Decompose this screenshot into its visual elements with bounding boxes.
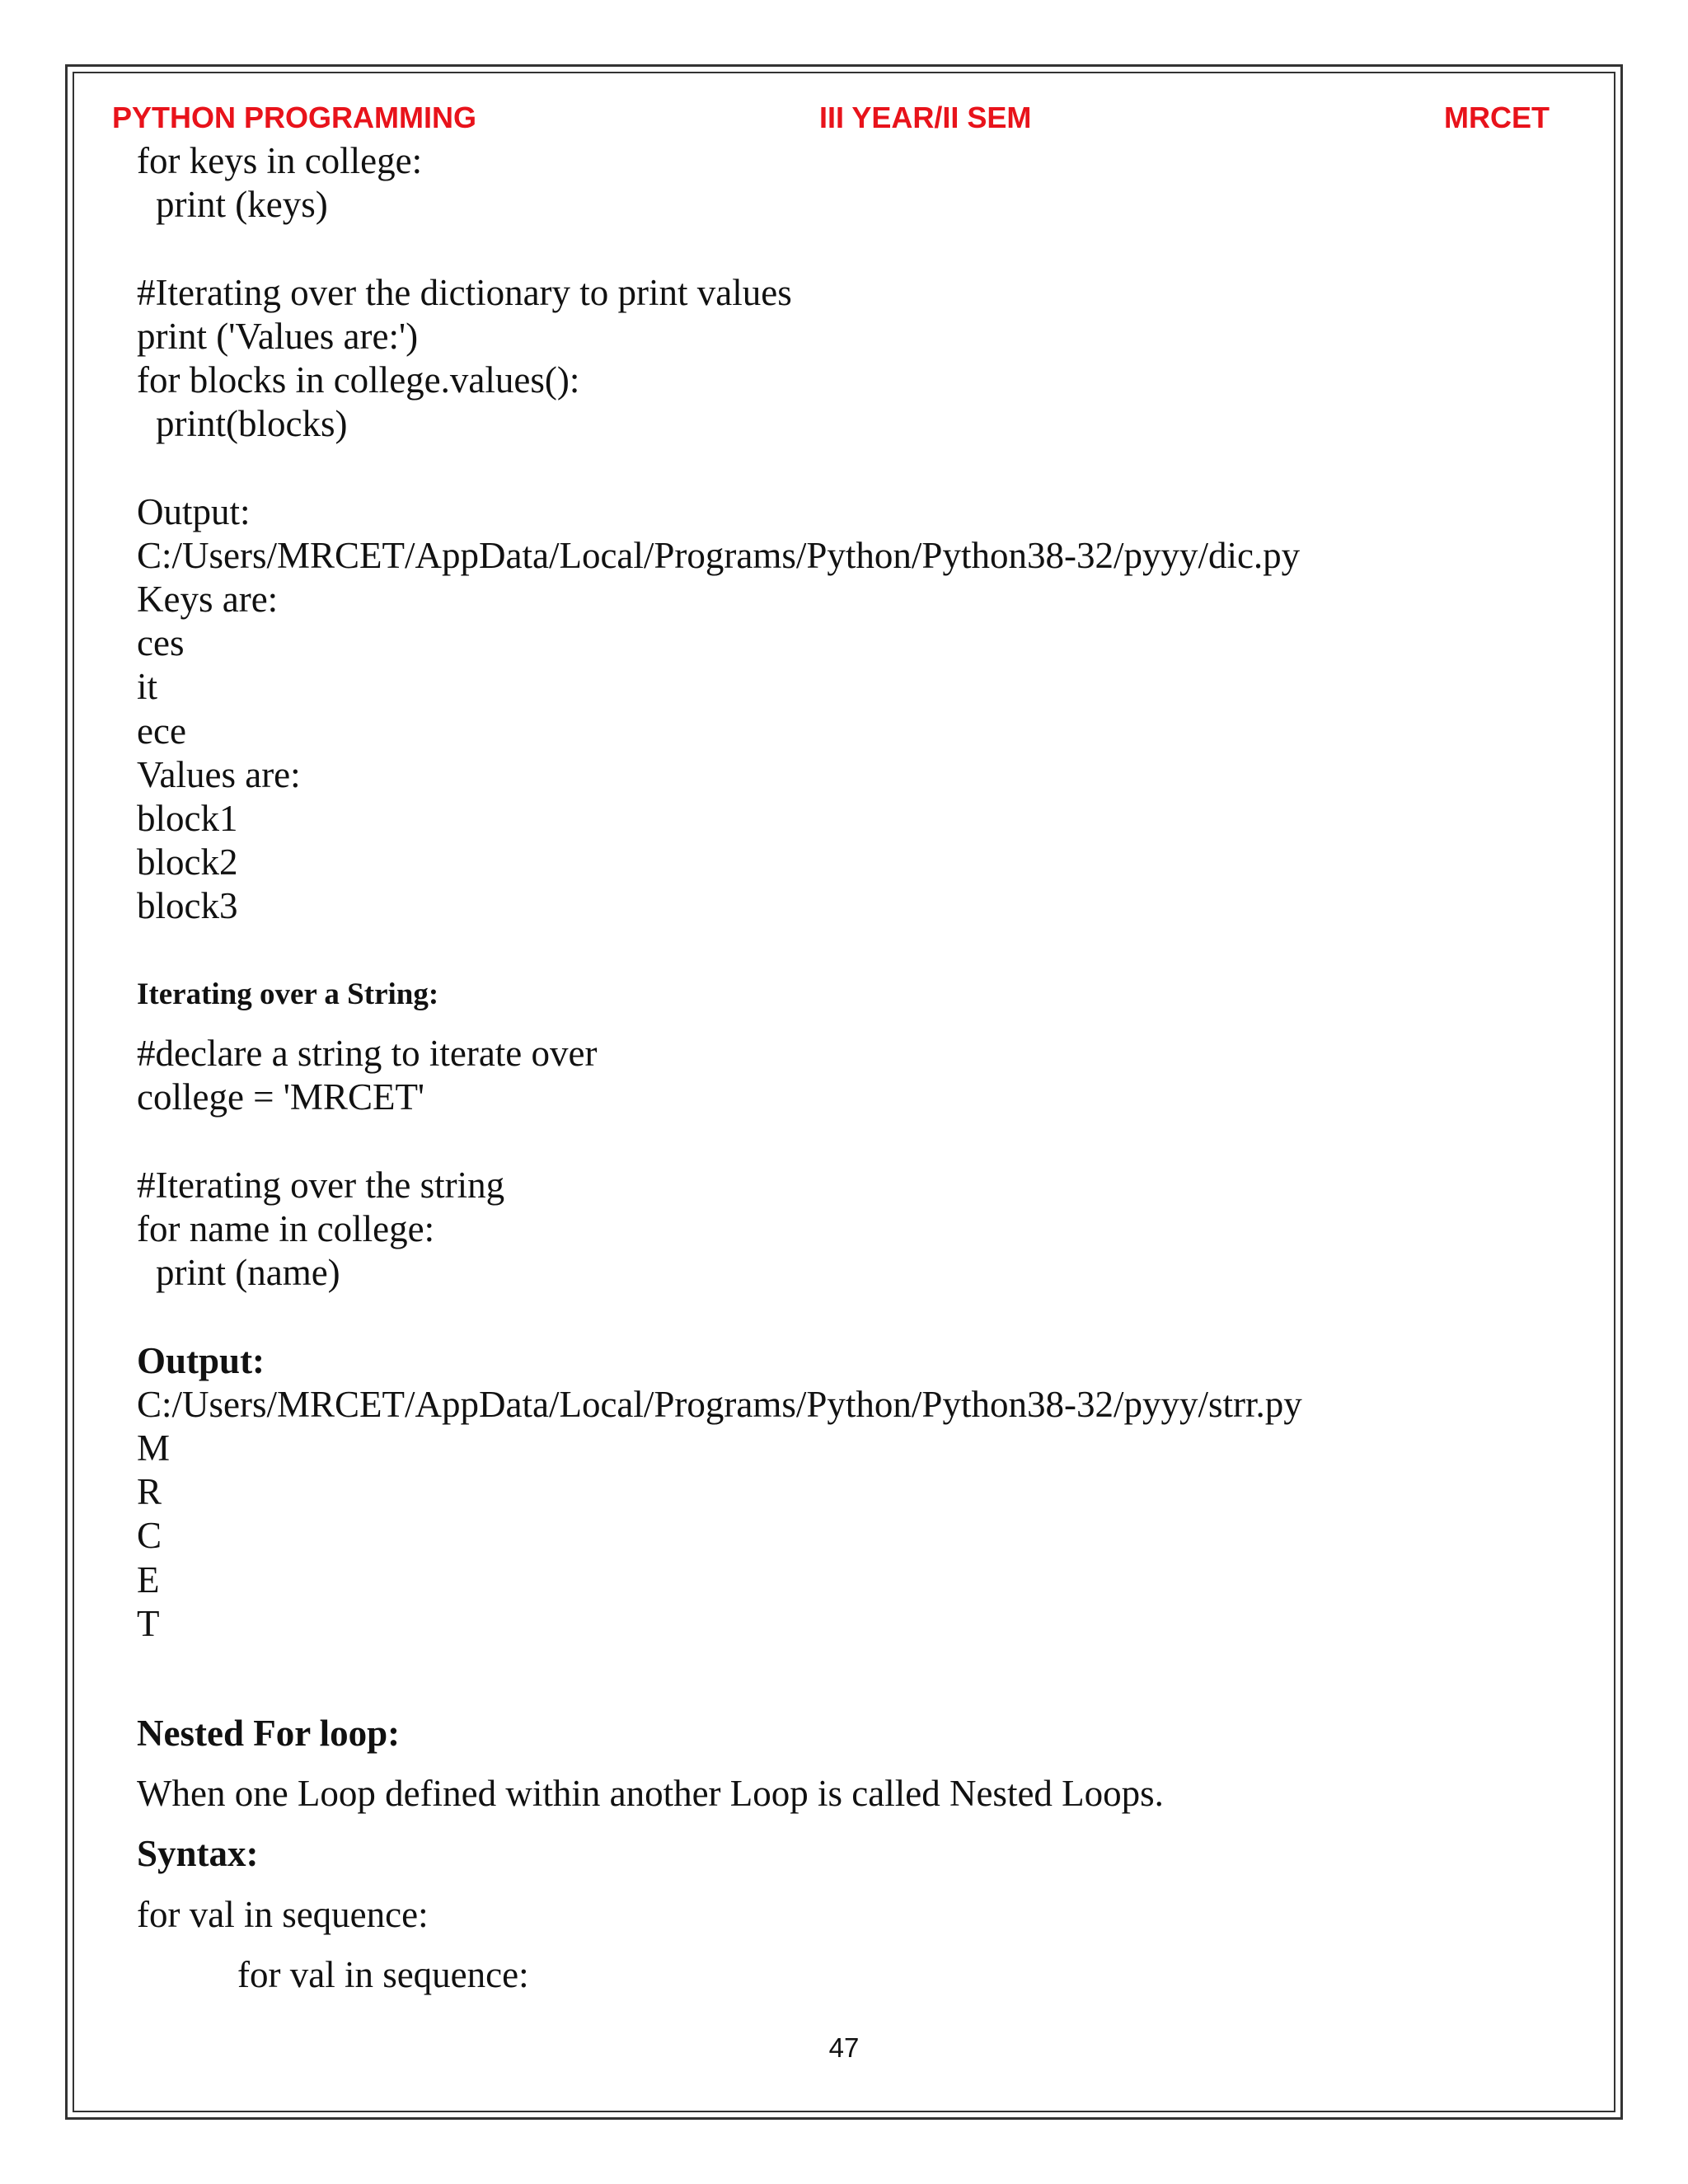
output-label: Output:: [137, 491, 251, 532]
output-line: ece: [137, 710, 186, 752]
output-line: Keys are:: [137, 579, 279, 620]
output-line: C: [137, 1515, 162, 1556]
code-line: for val in sequence:: [137, 1894, 429, 1935]
output-label: Output:: [137, 1340, 265, 1381]
syntax-heading: Syntax:: [137, 1833, 259, 1874]
code-line: for keys in college:: [137, 140, 423, 181]
header-institution: MRCET: [1444, 101, 1550, 134]
code-line: for name in college:: [137, 1208, 435, 1249]
section-heading-iterating-string: Iterating over a String:: [137, 977, 439, 1011]
output-line: it: [137, 666, 158, 707]
output-line: M: [137, 1427, 171, 1469]
output-path: C:/Users/MRCET/AppData/Local/Programs/Python/Python38-32/pyyy/strr.py: [137, 1384, 1302, 1425]
code-line: print (keys): [156, 184, 328, 225]
header-year-semester: III YEAR/II SEM: [819, 101, 1032, 134]
output-line: block1: [137, 798, 238, 839]
page-number: 47: [828, 2032, 860, 2063]
code-comment: #Iterating over the dictionary to print values: [137, 272, 792, 313]
output-line: Values are:: [137, 754, 301, 795]
code-line: for val in sequence:: [237, 1954, 529, 1995]
output-line: block3: [137, 885, 238, 926]
code-line: college = 'MRCET': [137, 1076, 425, 1118]
code-line: for blocks in college.values():: [137, 359, 580, 401]
section-heading-nested-for-loop: Nested For loop:: [137, 1713, 401, 1754]
code-line: print ('Values are:'): [137, 316, 419, 357]
paragraph-text: When one Loop defined within another Loop is called Nested Loops.: [137, 1773, 1164, 1814]
output-line: ces: [137, 622, 185, 663]
output-line: block2: [137, 841, 238, 883]
code-line: print (name): [156, 1252, 340, 1293]
code-line: print(blocks): [156, 403, 348, 444]
header-course-title: PYTHON PROGRAMMING: [112, 101, 477, 134]
output-line: R: [137, 1471, 162, 1512]
output-line: E: [137, 1559, 160, 1601]
output-path: C:/Users/MRCET/AppData/Local/Programs/Python/Python38-32/pyyy/dic.py: [137, 535, 1301, 576]
code-comment: #Iterating over the string: [137, 1165, 505, 1206]
code-comment: #declare a string to iterate over: [137, 1033, 598, 1074]
output-line: T: [137, 1603, 160, 1644]
